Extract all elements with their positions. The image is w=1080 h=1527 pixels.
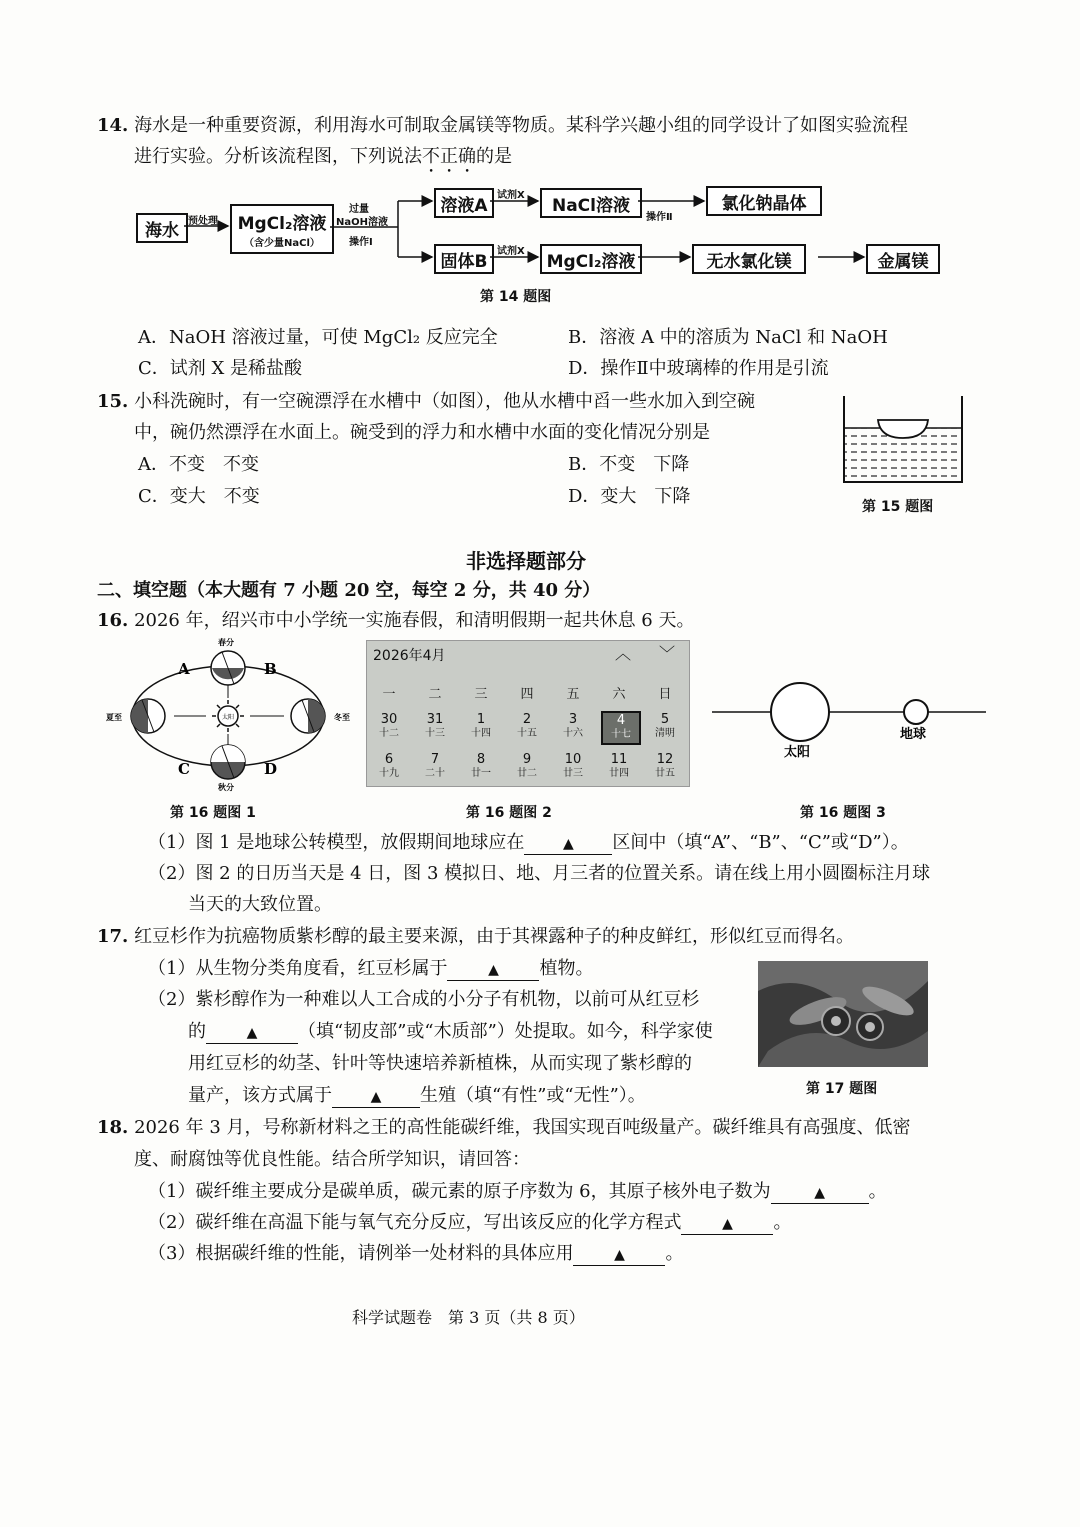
q17-caption: 第 17 题图 [806,1081,878,1097]
chevron-down-icon[interactable]: ﹀ [659,644,676,663]
label-a: A [178,660,190,678]
q15-number: 15. [97,391,129,412]
calendar-day[interactable] [367,753,411,781]
q16-line1 [97,607,695,635]
q15-option-b: B．不变 下降 [568,454,690,475]
day-number: 6 [384,752,394,767]
section2-heading: 二、填空题（本大题有 7 小题 20 空，每空 2 分，共 40 分） [97,580,601,601]
lunar-date: 十五 [517,728,537,739]
q18-sub1-post: 。 [868,1181,887,1202]
earth-spring-icon [211,651,245,685]
flow-mgcl2-2: MgCl₂溶液 [540,244,642,274]
q17-answer-blank-3[interactable]: ▲ [332,1087,420,1108]
q18-sub3 [148,1240,683,1268]
lunar-date: 十二 [379,728,399,739]
q17-sub1-post: 植物。 [539,958,594,979]
q17-text-1: 红豆杉作为抗癌物质紫杉醇的最主要来源，由于其裸露种子的种皮鲜红，形似红豆而得名。 [134,926,855,947]
q17-sub2-line2 [188,1018,713,1046]
day-number: 30 [380,712,398,727]
flow-pretreat-label: 预处理 [188,216,218,227]
calendar-day[interactable] [597,753,641,781]
flow-arrows [0,0,1080,300]
q18-number: 18. [97,1117,129,1138]
lunar-date: 廿二 [517,768,537,779]
q14-number: 14. [97,115,129,136]
q14-caption: 第 14 题图 [480,289,552,305]
lunar-date: 十七 [611,729,631,740]
q17-sub1-pre: （1）从生物分类角度看，红豆杉属于 [148,958,448,979]
q14-text-1: 海水是一种重要资源，利用海水可制取金属镁等物质。某科学兴趣小组的同学设计了如图实验流程 [134,115,909,136]
calendar-day[interactable] [367,713,411,741]
earth-autumn-icon [211,745,245,779]
q17-answer-blank-2[interactable]: ▲ [206,1023,298,1044]
weekday-tue: 二 [428,687,442,702]
q17-yew-photo [758,961,928,1067]
q15-option-c: C．变大 不变 [138,486,260,507]
q18-sub1-pre: （1）碳纤维主要成分是碳单质，碳元素的原子序数为 6，其原子核外电子数为 [148,1181,771,1202]
flow-seawater: 海水 [136,213,188,243]
q14-emphasis: 不正确 [422,146,476,167]
lunar-date: 二十 [425,768,445,779]
q16-sub1-post: 区间中（填“A”、“B”、“C”或“D”）。 [612,832,909,853]
flow-excess-label: 过量 [349,204,369,215]
day-number: 1 [476,712,486,727]
lunar-date: 廿三 [563,768,583,779]
flow-op2-label: 操作Ⅱ [646,212,673,223]
label-winter: 冬至 [334,712,350,722]
flow-mgcl2-1-label: MgCl₂溶液 [237,214,327,234]
calendar-day[interactable] [643,713,687,741]
q17-number: 17. [97,926,129,947]
q16-sub1-pre: （1）图 1 是地球公转模型，放假期间地球应在 [148,832,525,853]
q17-sub2-line3: 用红豆杉的幼茎、针叶等快速培养新植株，从而实现了紫杉醇的 [188,1053,692,1074]
day-number: 11 [610,752,628,767]
q14-option-d: D．操作Ⅱ中玻璃棒的作用是引流 [568,358,829,379]
day-number: 9 [522,752,532,767]
calendar-day[interactable] [413,713,457,741]
calendar-day[interactable] [505,713,549,741]
label-b: B [264,660,277,678]
q16-orbit-figure [106,632,356,792]
q14-option-c: C．试剂 X 是稀盐酸 [138,358,303,379]
lunar-date: 十九 [379,768,399,779]
q18-sub2-post: 。 [773,1212,792,1233]
q15-text-2: 中，碗仍然漂浮在水面上。碗受到的浮力和水槽中水面的变化情况分别是 [134,422,710,443]
weekday-sun: 日 [658,687,672,702]
q18-sub1 [148,1178,887,1206]
calendar-day[interactable] [551,713,595,741]
lunar-date: 十三 [425,728,445,739]
flow-solid-b: 固体B [434,244,494,274]
label-autumn: 秋分 [218,782,234,792]
lunar-date: 清明 [655,728,675,739]
q17-sub2-pre: 的 [188,1021,206,1042]
q18-answer-blank-1[interactable]: ▲ [771,1183,869,1204]
label-sun-3: 太阳 [784,745,811,760]
label-earth-3: 地球 [900,727,927,742]
label-d: D [264,760,278,778]
q15-text-1: 小科洗碗时，有一空碗漂浮在水槽中（如图），他从水槽中舀一些水加入到空碗 [134,391,756,412]
lunar-date: 廿一 [471,768,491,779]
day-number: 8 [476,752,486,767]
q18-line1 [97,1114,910,1142]
calendar-day[interactable] [551,753,595,781]
q16-sub2-line1: （2）图 2 的日历当天是 4 日，图 3 模拟日、地、月三者的位置关系。请在线上用小圆圈标注月球 [148,863,931,884]
earth-winter-icon [291,699,325,733]
lunar-date: 廿五 [655,768,675,779]
q18-sub2 [148,1209,791,1237]
weekday-wed: 三 [474,687,488,702]
weekday-thu: 四 [520,687,534,702]
lunar-date: 廿四 [609,768,629,779]
day-number: 3 [568,712,578,727]
q15-option-a: A．不变 不变 [138,454,259,475]
lunar-date: 十四 [471,728,491,739]
day-number: 2 [522,712,532,727]
section-title: 非选择题部分 [466,549,586,573]
q16-fig2-caption: 第 16 题图 2 [466,805,552,821]
flow-naoh-label: NaOH溶液 [336,217,388,228]
lunar-date: 十六 [563,728,583,739]
q18-answer-blank-2[interactable]: ▲ [681,1214,773,1235]
q18-text-2: 度、耐腐蚀等优良性能。结合所学知识，请回答： [134,1149,530,1170]
q17-sub2-4-post: 生殖（填“有性”或“无性”）。 [420,1085,646,1106]
flow-reagent-x-2: 试剂X [497,246,525,257]
flow-nacl-crystal: 氯化钠晶体 [706,186,822,216]
q18-sub3-post: 。 [665,1243,684,1264]
flow-mgcl2-1-sub: （含少量NaCl） [244,238,320,249]
flow-op1-label: 操作Ⅰ [349,237,373,248]
label-sun: 太阳 [222,714,235,721]
q17-sub2-line4 [188,1082,646,1110]
calendar-day[interactable] [643,753,687,781]
flow-solution-a: 溶液A [434,188,494,218]
q14-text-2b: 的是 [476,146,512,167]
q16-fig1-caption: 第 16 题图 1 [170,805,256,821]
q16-text-1: 2026 年，绍兴市中小学统一实施春假，和清明假期一起共休息 6 天。 [134,610,695,631]
q14-option-b: B．溶液 A 中的溶质为 NaCl 和 NaOH [568,327,888,348]
q18-answer-blank-3[interactable]: ▲ [573,1245,665,1266]
label-c: C [178,760,190,778]
calendar-day-selected[interactable] [601,711,641,745]
day-number: 5 [660,712,670,727]
q17-sub2-4-pre: 量产，该方式属于 [188,1085,332,1106]
q14-text-2a: 进行实验。分析该流程图，下列说法 [134,146,422,167]
q16-answer-blank-1[interactable]: ▲ [524,834,612,855]
q18-text-1: 2026 年 3 月，号称新材料之王的高性能碳纤维，我国实现百吨级量产。碳纤维具有高强度、低密 [134,1117,911,1138]
flow-reagent-x-1: 试剂X [497,190,525,201]
q16-sub2-line2: 当天的大致位置。 [188,894,332,915]
q17-sub1 [148,955,593,983]
calendar-day[interactable] [459,753,503,781]
q16-sub1 [148,829,909,857]
q17-line1 [97,923,854,951]
label-spring: 春分 [218,637,234,647]
calendar-day[interactable] [459,713,503,741]
weekday-fri: 五 [566,687,580,702]
day-number: 4 [616,713,626,728]
q15-option-d: D．变大 下降 [568,486,691,507]
earth-summer-icon [131,699,165,733]
day-number: 7 [430,752,440,767]
calendar-day[interactable] [505,753,549,781]
q15-line1 [97,388,755,416]
calendar-header: 2026年4月 [373,648,446,664]
page-footer: 科学试题卷 第 3 页（共 8 页） [352,1308,585,1327]
chevron-up-icon[interactable]: ︿ [615,644,632,663]
q15-caption: 第 15 题图 [862,499,934,515]
q14-option-a: A．NaOH 溶液过量，可使 MgCl₂ 反应完全 [138,327,498,348]
q15-sink-figure [840,392,966,488]
day-number: 10 [564,752,582,767]
flow-anhydrous-mgcl2: 无水氯化镁 [692,244,806,274]
q18-sub2-pre: （2）碳纤维在高温下能与氧气充分反应，写出该反应的化学方程式 [148,1212,682,1233]
sun-circle [771,683,829,741]
q17-sub2-line1: （2）紫杉醇作为一种难以人工合成的小分子有机物，以前可从红豆杉 [148,989,700,1010]
flow-nacl-solution: NaCl溶液 [540,188,642,218]
q16-fig3-caption: 第 16 题图 3 [800,805,886,821]
label-summer: 夏至 [106,712,122,722]
q16-calendar [366,640,690,787]
calendar-day[interactable] [413,753,457,781]
q17-answer-blank-1[interactable]: ▲ [447,960,539,981]
earth-circle [904,700,928,724]
flow-mg-metal: 金属镁 [866,244,940,274]
day-number: 31 [426,712,444,727]
q18-sub3-pre: （3）根据碳纤维的性能，请例举一处材料的具体应用 [148,1243,574,1264]
q17-sub2-post: （填“韧皮部”或“木质部”）处提取。如今，科学家使 [298,1021,713,1042]
day-number: 12 [656,752,674,767]
q16-number: 16. [97,610,129,631]
weekday-sat: 六 [612,687,626,702]
weekday-mon: 一 [382,687,396,702]
q16-sun-earth-figure [710,680,990,760]
